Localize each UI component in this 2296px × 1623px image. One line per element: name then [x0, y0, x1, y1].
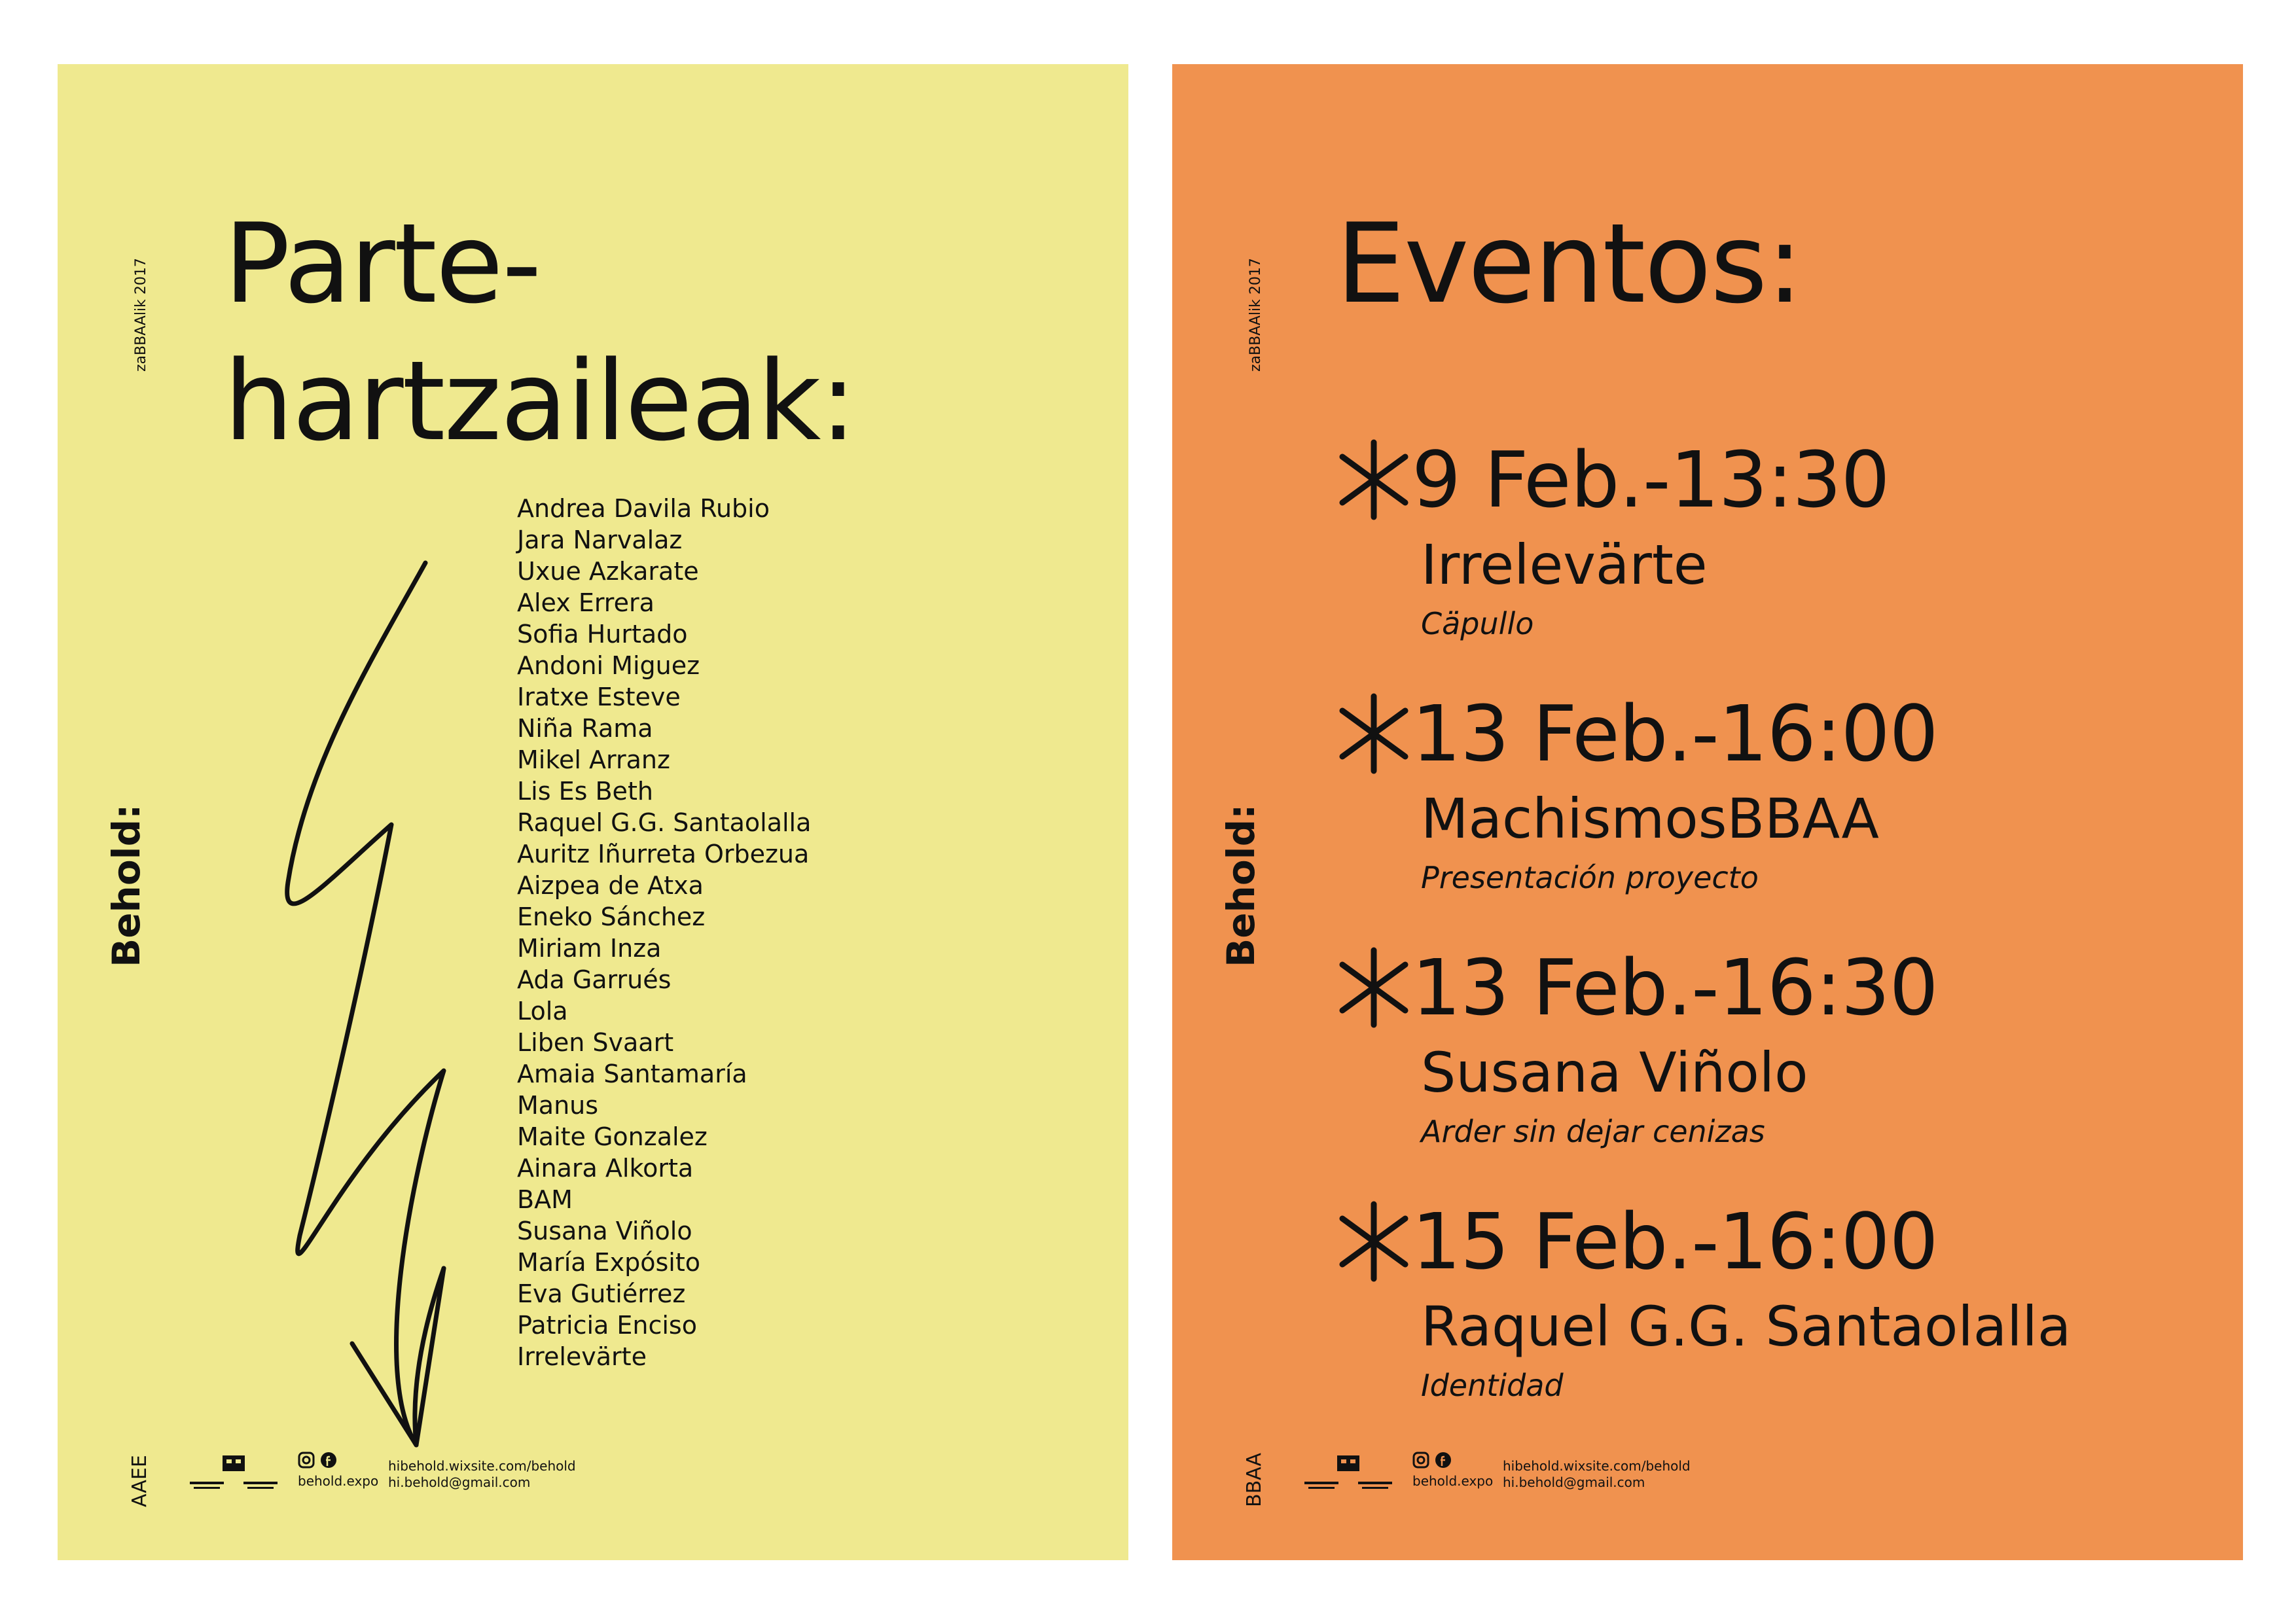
poster-title: [224, 195, 855, 470]
participant-item: Aizpea de Atxa: [517, 871, 704, 900]
instagram-icon[interactable]: [298, 1452, 315, 1469]
poster-events: [1172, 64, 2243, 1560]
asterisk-icon: [1336, 945, 1412, 1030]
side-year-label: zaBBAAlik 2017: [1247, 258, 1264, 372]
event-subtitle: Identidad: [1421, 1368, 1564, 1403]
participant-item: Lola: [517, 997, 568, 1026]
participant-item: Ada Garrués: [517, 965, 672, 994]
event-date: 13 Feb.-16:00: [1412, 688, 1938, 779]
contact-block: [388, 1458, 576, 1491]
event-subtitle: Arder sin dejar cenizas: [1421, 1114, 1765, 1149]
title-line-1: Parte-: [224, 200, 541, 328]
event-item: [1336, 1192, 2239, 1408]
participant-item: Andoni Miguez: [517, 651, 700, 680]
participant-item: Mikel Arranz: [517, 745, 670, 774]
facebook-icon[interactable]: [1435, 1452, 1452, 1469]
participant-item: Miriam Inza: [517, 934, 662, 963]
participant-item: Amaia Santamaría: [517, 1060, 747, 1088]
social-handle[interactable]: behold.expo: [1412, 1473, 1494, 1489]
participant-item: Raquel G.G. Santaolalla: [517, 808, 812, 837]
facebook-icon[interactable]: [320, 1452, 337, 1469]
side-year-label: zaBBAAlik 2017: [133, 258, 149, 372]
title-line-2: hartzaileak:: [224, 337, 856, 465]
participant-item: Maite Gonzalez: [517, 1122, 708, 1151]
participant-item: María Expósito: [517, 1248, 700, 1277]
asterisk-icon: [1336, 437, 1412, 522]
side-code-label: BBAA: [1243, 1452, 1266, 1507]
event-title: Raquel G.G. Santaolalla: [1421, 1294, 2072, 1359]
participant-item: Patricia Enciso: [517, 1311, 697, 1340]
event-item: [1336, 431, 2239, 647]
event-date: 9 Feb.-13:30: [1412, 435, 1890, 525]
participant-item: Liben Svaart: [517, 1028, 674, 1057]
event-title: MachismosBBAA: [1421, 787, 1879, 851]
participant-item: Alex Errera: [517, 588, 655, 617]
event-item: [1336, 938, 2239, 1154]
participant-item: Sofia Hurtado: [517, 620, 688, 649]
participant-item: Eva Gutiérrez: [517, 1279, 686, 1308]
university-logo-icon: [1303, 1450, 1395, 1496]
poster-participants: [58, 64, 1128, 1560]
side-brand-label: Behold:: [1219, 804, 1263, 967]
participant-item: Iratxe Esteve: [517, 683, 681, 711]
participant-item: Auritz Iñurreta Orbezua: [517, 840, 810, 868]
event-subtitle: Cäpullo: [1421, 606, 1534, 641]
side-code-label: AAEE: [128, 1455, 151, 1507]
event-title: Irrelevärte: [1421, 533, 1708, 597]
squiggle-arrow-icon: [254, 490, 529, 1484]
event-title: Susana Viñolo: [1421, 1041, 1808, 1105]
instagram-icon[interactable]: [1412, 1452, 1429, 1469]
event-date: 15 Feb.-16:00: [1412, 1196, 1938, 1287]
participant-item: BAM: [517, 1185, 573, 1214]
participant-item: Manus: [517, 1091, 599, 1120]
poster-title: Eventos:: [1336, 200, 1803, 328]
website-link[interactable]: hibehold.wixsite.com/behold: [388, 1458, 576, 1474]
email-link[interactable]: hi.behold@gmail.com: [1503, 1474, 1645, 1490]
website-link[interactable]: hibehold.wixsite.com/behold: [1503, 1458, 1691, 1474]
participant-item: Susana Viñolo: [517, 1217, 692, 1245]
participant-item: Lis Es Beth: [517, 777, 653, 806]
participant-item: Eneko Sánchez: [517, 902, 706, 931]
side-brand-label: Behold:: [104, 804, 149, 967]
asterisk-icon: [1336, 691, 1412, 776]
event-date: 13 Feb.-16:30: [1412, 942, 1938, 1033]
participant-item: Ainara Alkorta: [517, 1154, 694, 1183]
event-subtitle: Presentación proyecto: [1421, 860, 1759, 895]
contact-block: [1503, 1458, 1691, 1491]
participant-item: Niña Rama: [517, 714, 653, 743]
participant-list: [517, 493, 811, 1372]
participant-item: Uxue Azkarate: [517, 557, 699, 586]
university-logo-icon: [188, 1450, 280, 1496]
social-handle[interactable]: behold.expo: [298, 1473, 379, 1489]
participant-item: Andrea Davila Rubio: [517, 494, 770, 523]
participant-item: Jara Narvalaz: [517, 526, 683, 554]
participant-item: Irrelevärte: [517, 1342, 647, 1371]
asterisk-icon: [1336, 1199, 1412, 1284]
email-link[interactable]: hi.behold@gmail.com: [388, 1474, 531, 1490]
event-item: [1336, 685, 2239, 901]
